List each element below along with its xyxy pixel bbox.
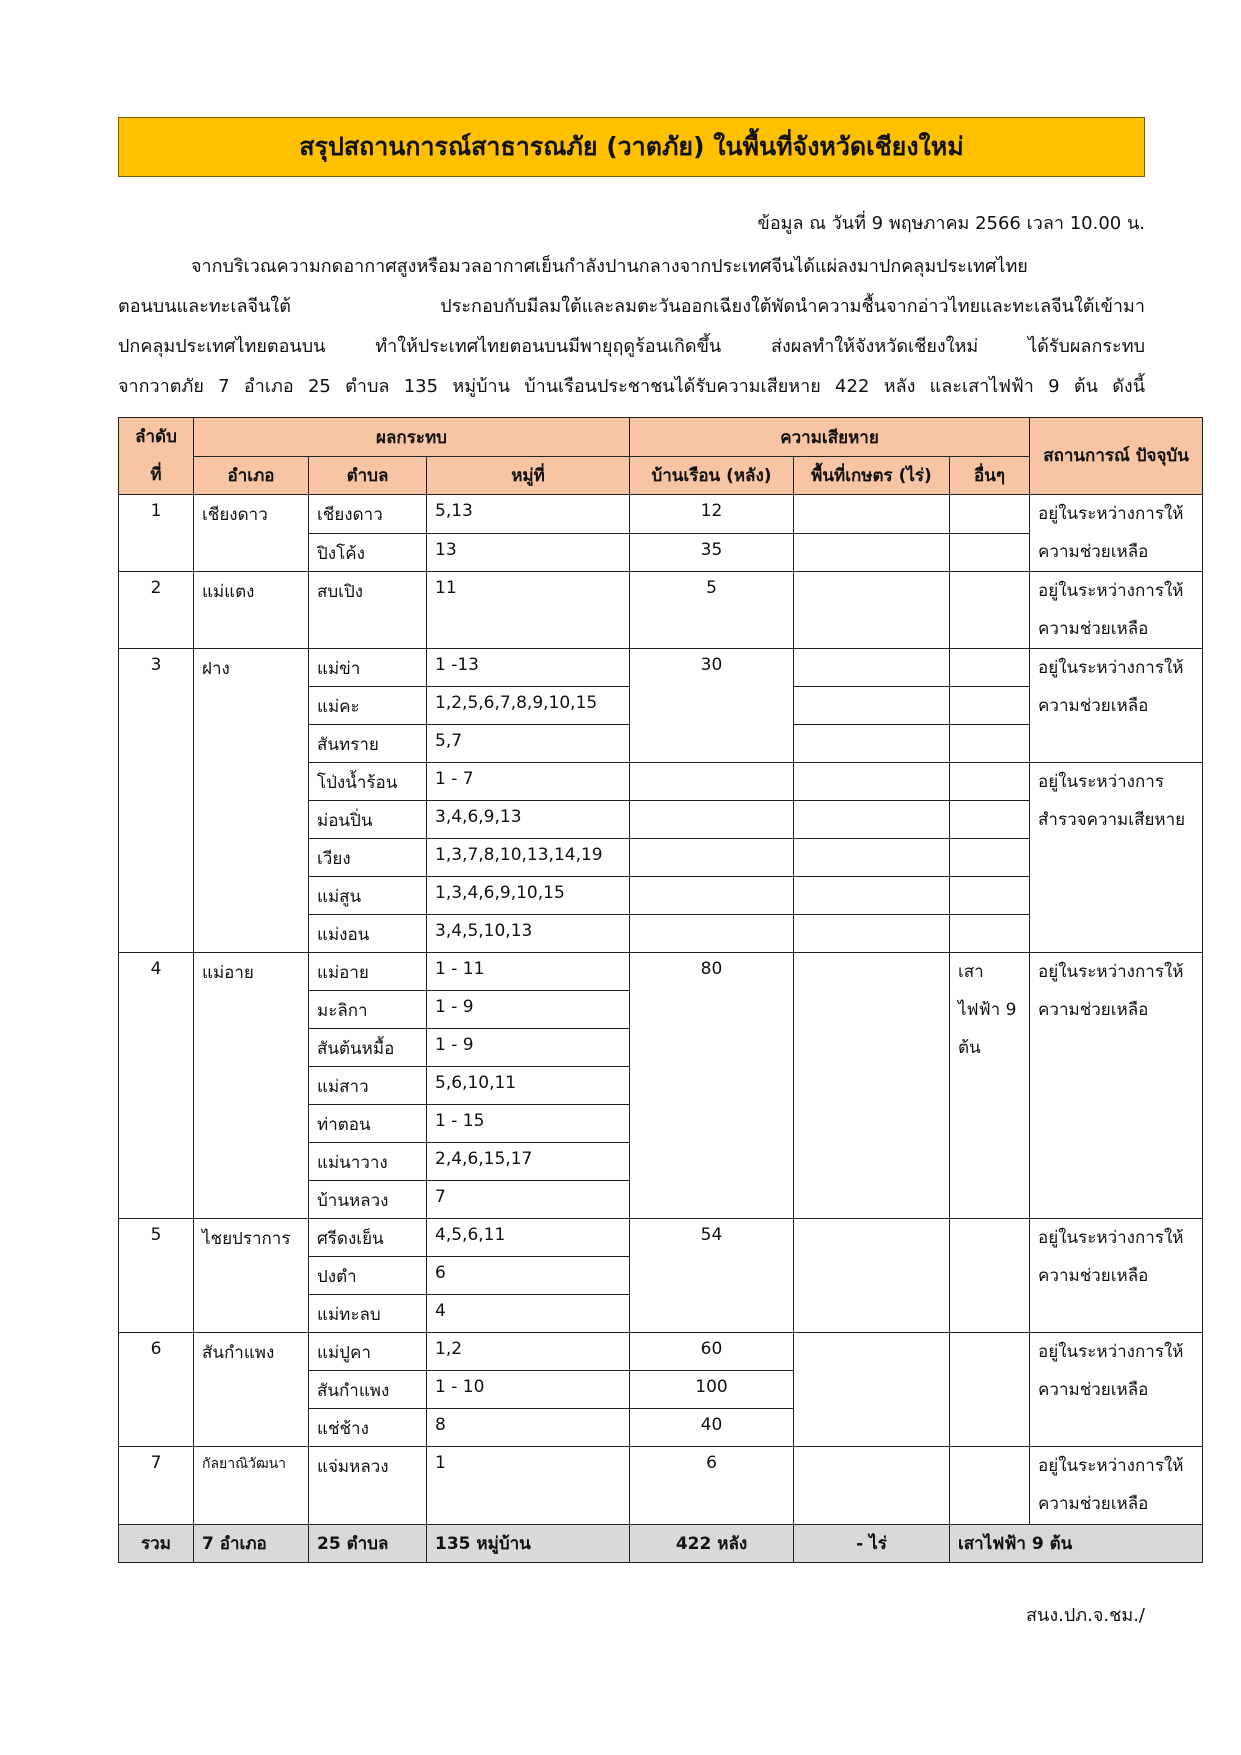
houses-cell: 60 <box>630 1333 794 1371</box>
district-cell: เชียงดาว <box>194 495 309 572</box>
houses-cell: 100 <box>630 1371 794 1409</box>
subdistrict-cell: เวียง <box>309 839 427 877</box>
other-cell <box>950 1333 1030 1447</box>
other-cell <box>950 725 1030 763</box>
subdistrict-cell: ม่อนปิ่น <box>309 801 427 839</box>
other-cell <box>950 649 1030 687</box>
subdistrict-cell: เชียงดาว <box>309 495 427 534</box>
total-row <box>119 1525 1203 1563</box>
subdistrict-cell: แม่คะ <box>309 687 427 725</box>
other-cell: เสา ไฟฟ้า 9 ต้น <box>950 953 1030 1219</box>
status-cell: อยู่ในระหว่างการให้ความช่วยเหลือ <box>1030 953 1203 1219</box>
other-cell <box>950 495 1030 534</box>
subdistrict-cell: แม่ทะลบ <box>309 1295 427 1333</box>
header-district: อำเภอ <box>194 457 309 495</box>
houses-cell <box>630 763 794 801</box>
district-cell: แม่แตง <box>194 572 309 649</box>
subdistrict-cell: โป่งน้ำร้อน <box>309 763 427 801</box>
village-cell: 2,4,6,15,17 <box>427 1143 630 1181</box>
row-number: 7 <box>119 1447 194 1525</box>
district-cell: สันกำแพง <box>194 1333 309 1447</box>
subdistrict-cell: สันทราย <box>309 725 427 763</box>
village-cell: 1,2 <box>427 1333 630 1371</box>
subdistrict-cell: แม่งอน <box>309 915 427 953</box>
other-cell <box>950 533 1030 572</box>
data-date: ข้อมูล ณ วันที่ 9 พฤษภาคม 2566 เวลา 10.00 น. <box>757 213 1145 234</box>
houses-cell: 6 <box>630 1447 794 1525</box>
paragraph-line: ตอนบนและทะเลจีนใต้ ประกอบกับมีลมใต้และลมตะวันออกเฉียงใต้พัดนำความชื้นจากอ่าวไทยและทะเลจีนใต้เข้ามา <box>118 296 1145 317</box>
total-other: เสาไฟฟ้า 9 ต้น <box>950 1525 1203 1563</box>
houses-cell <box>630 877 794 915</box>
status-cell: อยู่ในระหว่างการให้ความช่วยเหลือ <box>1030 1333 1203 1447</box>
header-impact: ผลกระทบ <box>194 418 630 457</box>
paragraph-line: จากวาตภัย 7 อำเภอ 25 ตำบล 135 หมู่บ้าน บ้านเรือนประชาชนได้รับความเสียหาย 422 หลัง และเสาไฟฟ้า 9 ต้น ดังนี้ <box>118 376 1145 397</box>
houses-cell: 54 <box>630 1219 794 1333</box>
summary-paragraph <box>118 247 1145 407</box>
other-cell <box>950 763 1030 801</box>
header-village: หมู่ที่ <box>427 457 630 495</box>
total-houses: 422 หลัง <box>630 1525 794 1563</box>
subdistrict-cell: ท่าตอน <box>309 1105 427 1143</box>
farm-cell <box>794 649 950 687</box>
district-cell: กัลยาณิวัฒนา <box>194 1447 309 1525</box>
office-signature: สนง.ปภ.จ.ชม./ <box>1026 1605 1145 1626</box>
houses-cell: 35 <box>630 533 794 572</box>
district-cell: ไชยปราการ <box>194 1219 309 1333</box>
header-damage: ความเสียหาย <box>630 418 1030 457</box>
subdistrict-cell: แม่อาย <box>309 953 427 991</box>
status-cell: อยู่ในระหว่างการให้ความช่วยเหลือ <box>1030 572 1203 649</box>
subdistrict-cell: สันกำแพง <box>309 1371 427 1409</box>
village-cell: 1 - 9 <box>427 991 630 1029</box>
other-cell <box>950 572 1030 649</box>
village-cell: 1 - 7 <box>427 763 630 801</box>
subdistrict-cell: สันต้นหมื้อ <box>309 1029 427 1067</box>
farm-cell <box>794 533 950 572</box>
houses-cell <box>630 839 794 877</box>
village-cell: 1 - 11 <box>427 953 630 991</box>
status-cell: อยู่ในระหว่างการให้ความช่วยเหลือ <box>1030 1447 1203 1525</box>
farm-cell <box>794 495 950 534</box>
total-villages: 135 หมู่บ้าน <box>427 1525 630 1563</box>
table-row <box>119 1219 1203 1257</box>
village-cell: 3,4,6,9,13 <box>427 801 630 839</box>
village-cell: 1 -13 <box>427 649 630 687</box>
farm-cell <box>794 1219 950 1333</box>
total-farm: - ไร่ <box>794 1525 950 1563</box>
header-order: ลำดับ ที่ <box>119 418 194 495</box>
status-cell: อยู่ในระหว่างการให้ความช่วยเหลือ <box>1030 649 1203 763</box>
village-cell: 5,13 <box>427 495 630 534</box>
other-cell <box>950 839 1030 877</box>
village-cell: 1 - 9 <box>427 1029 630 1067</box>
paragraph-line: ปกคลุมประเทศไทยตอนบน ทำให้ประเทศไทยตอนบนมีพายุฤดูร้อนเกิดขึ้น ส่งผลทำให้จังหวัดเชียงใหม่ ได้รับผลกระทบ <box>118 336 1145 357</box>
row-number: 1 <box>119 495 194 572</box>
village-cell: 4,5,6,11 <box>427 1219 630 1257</box>
farm-cell <box>794 915 950 953</box>
village-cell: 5,7 <box>427 725 630 763</box>
houses-cell: 80 <box>630 953 794 1219</box>
village-cell: 3,4,5,10,13 <box>427 915 630 953</box>
header-subdistrict: ตำบล <box>309 457 427 495</box>
farm-cell <box>794 953 950 1219</box>
farm-cell <box>794 687 950 725</box>
houses-cell: 30 <box>630 649 794 763</box>
village-cell: 1,2,5,6,7,8,9,10,15 <box>427 687 630 725</box>
village-cell: 5,6,10,11 <box>427 1067 630 1105</box>
other-cell <box>950 877 1030 915</box>
subdistrict-cell: ศรีดงเย็น <box>309 1219 427 1257</box>
row-number: 6 <box>119 1333 194 1447</box>
total-subdistricts: 25 ตำบล <box>309 1525 427 1563</box>
village-cell: 13 <box>427 533 630 572</box>
houses-cell: 12 <box>630 495 794 534</box>
farm-cell <box>794 877 950 915</box>
table-row <box>119 495 1203 534</box>
subdistrict-cell: แม่ปูคา <box>309 1333 427 1371</box>
houses-cell <box>630 801 794 839</box>
other-cell <box>950 1447 1030 1525</box>
district-cell: ฝาง <box>194 649 309 953</box>
other-cell <box>950 801 1030 839</box>
subdistrict-cell: แม่สาว <box>309 1067 427 1105</box>
subdistrict-cell: แจ่มหลวง <box>309 1447 427 1525</box>
village-cell: 11 <box>427 572 630 649</box>
farm-cell <box>794 572 950 649</box>
row-number: 2 <box>119 572 194 649</box>
houses-cell: 5 <box>630 572 794 649</box>
header-houses: บ้านเรือน (หลัง) <box>630 457 794 495</box>
village-cell: 4 <box>427 1295 630 1333</box>
subdistrict-cell: แม่สูน <box>309 877 427 915</box>
report-title: สรุปสถานการณ์สาธารณภัย (วาตภัย) ในพื้นที่จังหวัดเชียงใหม่ <box>118 117 1145 177</box>
farm-cell <box>794 1447 950 1525</box>
subdistrict-cell: ปิงโค้ง <box>309 533 427 572</box>
subdistrict-cell: แม่นาวาง <box>309 1143 427 1181</box>
farm-cell <box>794 1333 950 1447</box>
table-row <box>119 1333 1203 1371</box>
subdistrict-cell: สบเปิง <box>309 572 427 649</box>
total-districts: 7 อำเภอ <box>194 1525 309 1563</box>
header-other: อื่นๆ <box>950 457 1030 495</box>
total-label: รวม <box>119 1525 194 1563</box>
farm-cell <box>794 725 950 763</box>
table-row <box>119 572 1203 649</box>
village-cell: 1,3,7,8,10,13,14,19 <box>427 839 630 877</box>
farm-cell <box>794 801 950 839</box>
header-status: สถานการณ์ ปัจจุบัน <box>1030 418 1203 495</box>
village-cell: 1 <box>427 1447 630 1525</box>
status-cell: อยู่ในระหว่างการให้ความช่วยเหลือ <box>1030 1219 1203 1333</box>
table-row <box>119 953 1203 991</box>
village-cell: 8 <box>427 1409 630 1447</box>
row-number: 5 <box>119 1219 194 1333</box>
subdistrict-cell: แม่ข่า <box>309 649 427 687</box>
table-row <box>119 649 1203 687</box>
subdistrict-cell: แช่ช้าง <box>309 1409 427 1447</box>
table-row <box>119 1447 1203 1525</box>
status-cell: อยู่ในระหว่างการให้ความช่วยเหลือ <box>1030 495 1203 572</box>
houses-cell <box>630 915 794 953</box>
farm-cell <box>794 763 950 801</box>
village-cell: 7 <box>427 1181 630 1219</box>
status-cell: อยู่ในระหว่างการสำรวจความเสียหาย <box>1030 763 1203 953</box>
other-cell <box>950 1219 1030 1333</box>
farm-cell <box>794 839 950 877</box>
header-farm: พื้นที่เกษตร (ไร่) <box>794 457 950 495</box>
other-cell <box>950 915 1030 953</box>
row-number: 4 <box>119 953 194 1219</box>
subdistrict-cell: มะลิกา <box>309 991 427 1029</box>
subdistrict-cell: บ้านหลวง <box>309 1181 427 1219</box>
houses-cell: 40 <box>630 1409 794 1447</box>
other-cell <box>950 687 1030 725</box>
village-cell: 1 - 15 <box>427 1105 630 1143</box>
row-number: 3 <box>119 649 194 953</box>
subdistrict-cell: ปงตำ <box>309 1257 427 1295</box>
paragraph-line: จากบริเวณความกดอากาศสูงหรือมวลอากาศเย็นกำลังปานกลางจากประเทศจีนได้แผ่ลงมาปกคลุมประเทศไทย <box>191 256 1028 277</box>
village-cell: 6 <box>427 1257 630 1295</box>
village-cell: 1,3,4,6,9,10,15 <box>427 877 630 915</box>
district-cell: แม่อาย <box>194 953 309 1219</box>
damage-table <box>118 417 1203 1563</box>
village-cell: 1 - 10 <box>427 1371 630 1409</box>
